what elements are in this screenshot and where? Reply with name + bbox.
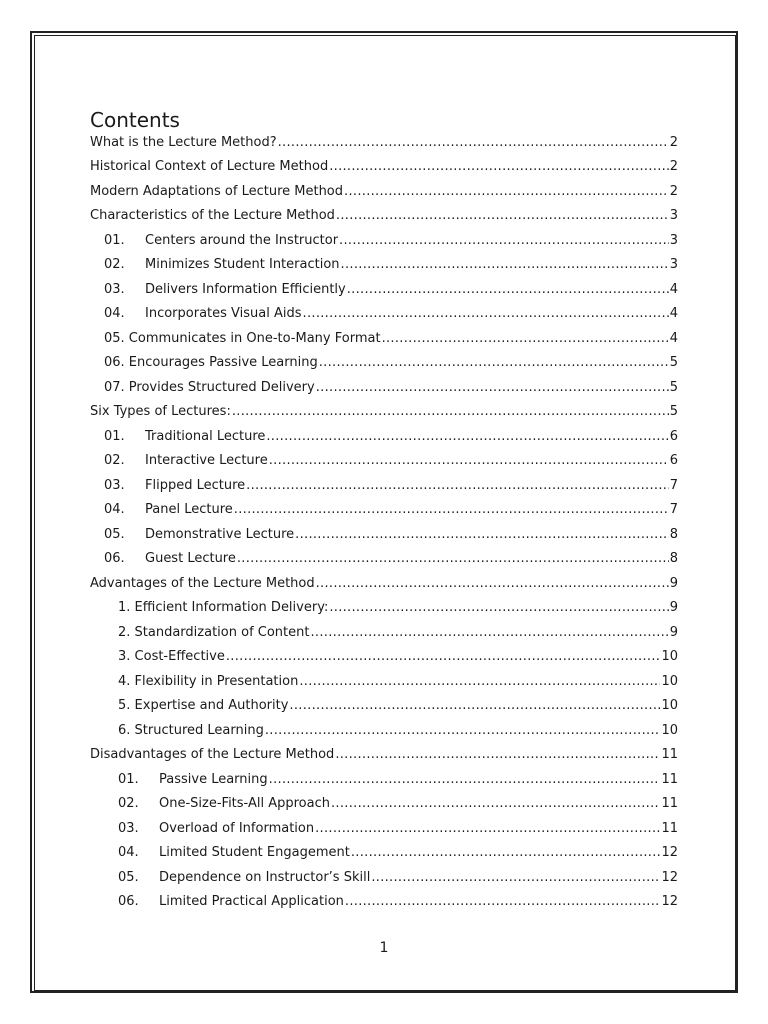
toc-entry-page: 10 — [661, 673, 678, 689]
toc-entry[interactable] — [90, 155, 678, 180]
toc-entry-page: 11 — [661, 747, 678, 763]
dot-leader — [269, 773, 661, 786]
toc-entry-page: 9 — [669, 624, 678, 640]
dot-leader — [339, 234, 669, 247]
toc-entry-text: 6. Structured Learning — [118, 722, 264, 738]
toc-entry-number: 05. — [104, 526, 125, 542]
toc-entry[interactable] — [90, 130, 678, 155]
toc-entry-text: What is the Lecture Method? — [90, 134, 277, 150]
toc-entry-number: 03. — [118, 820, 139, 836]
toc-entry-number: 04. — [104, 502, 125, 518]
toc-title: Contents — [90, 108, 180, 132]
dot-leader — [303, 307, 669, 320]
toc-entry-text: Modern Adaptations of Lecture Method — [90, 183, 344, 199]
toc-entry-page: 9 — [669, 575, 678, 591]
toc-entry[interactable] — [90, 620, 678, 645]
toc-entry-page: 12 — [661, 894, 678, 910]
dot-leader — [344, 185, 669, 198]
dot-leader — [289, 699, 660, 712]
toc-entry-page: 10 — [661, 698, 678, 714]
toc-entry[interactable] — [90, 841, 678, 866]
toc-entry-page: 6 — [669, 453, 678, 469]
toc-entry-number: 04. — [118, 845, 139, 861]
toc-entry-text: Demonstrative Lecture — [145, 526, 295, 542]
toc-entry[interactable] — [90, 865, 678, 890]
toc-entry-text: One-Size-Fits-All Approach — [159, 796, 330, 812]
dot-leader — [382, 332, 669, 345]
toc-entry[interactable] — [90, 718, 678, 743]
toc-entry-page: 5 — [669, 404, 678, 420]
toc-entry-text: Disadvantages of the Lecture Method — [90, 747, 335, 763]
toc-entry-number: 05. — [118, 869, 139, 885]
toc-entry-text: Flipped Lecture — [145, 477, 246, 493]
toc-entry-number: 02. — [104, 453, 125, 469]
toc-entry-number: 06. — [118, 894, 139, 910]
toc-entry-number: 01. — [118, 771, 139, 787]
toc-entry-text: 2. Standardization of Content — [118, 624, 310, 640]
toc-entry-text: 1. Efficient Information Delivery: — [118, 600, 329, 616]
dot-leader — [310, 626, 668, 639]
toc-entry-text: Historical Context of Lecture Method — [90, 159, 329, 175]
toc-entry-page: 2 — [669, 183, 678, 199]
toc-entry-number: 06. — [104, 551, 125, 567]
toc-entry-page: 2 — [669, 159, 678, 175]
toc-entry[interactable] — [90, 449, 678, 474]
toc-entry-text: 3. Cost-Effective — [118, 649, 225, 665]
toc-entry[interactable] — [90, 253, 678, 278]
toc-entry-page: 3 — [669, 232, 678, 248]
dot-leader — [316, 577, 669, 590]
toc-entry[interactable] — [90, 547, 678, 572]
toc-entry-text: Overload of Information — [159, 820, 315, 836]
toc-entry-text: Limited Practical Application — [159, 894, 344, 910]
toc-entry[interactable] — [90, 694, 678, 719]
toc-entry-text: Delivers Information Efficiently — [145, 281, 346, 297]
toc-entry-page: 11 — [661, 820, 678, 836]
dot-leader — [329, 160, 669, 173]
toc-entry-page: 3 — [669, 208, 678, 224]
toc-entry-number: 01. — [104, 428, 125, 444]
toc-entry[interactable] — [90, 375, 678, 400]
toc-entry[interactable] — [90, 204, 678, 229]
dot-leader — [371, 871, 660, 884]
toc-entry-page: 4 — [669, 330, 678, 346]
dot-leader — [265, 724, 661, 737]
toc-entry-text: 06. Encourages Passive Learning — [104, 355, 318, 371]
toc-entry-text: 4. Flexibility in Presentation — [118, 673, 299, 689]
toc-entry[interactable] — [90, 326, 678, 351]
dot-leader — [237, 552, 669, 565]
dot-leader — [345, 895, 661, 908]
toc-entry[interactable] — [90, 645, 678, 670]
dot-leader — [299, 675, 660, 688]
toc-entry-page: 12 — [661, 869, 678, 885]
dot-leader — [329, 601, 668, 614]
dot-leader — [232, 405, 669, 418]
toc-entry-page: 4 — [669, 306, 678, 322]
toc-entry-number: 03. — [104, 477, 125, 493]
toc-entry-text: Minimizes Student Interaction — [145, 257, 340, 273]
dot-leader — [246, 479, 669, 492]
toc-entry-text: Incorporates Visual Aids — [145, 306, 302, 322]
dot-leader — [351, 846, 661, 859]
table-of-contents — [90, 130, 678, 914]
toc-entry-number: 04. — [104, 306, 125, 322]
toc-entry[interactable] — [90, 424, 678, 449]
toc-entry[interactable] — [90, 669, 678, 694]
toc-entry-text: Centers around the Instructor — [145, 232, 339, 248]
toc-entry[interactable] — [90, 228, 678, 253]
toc-entry[interactable] — [90, 890, 678, 915]
toc-entry-text: Passive Learning — [159, 771, 268, 787]
dot-leader — [295, 528, 669, 541]
dot-leader — [347, 283, 669, 296]
toc-entry-page: 7 — [669, 502, 678, 518]
toc-entry-text: 07. Provides Structured Delivery — [104, 379, 315, 395]
toc-entry-page: 10 — [661, 722, 678, 738]
toc-entry-text: Traditional Lecture — [145, 428, 266, 444]
toc-entry-number: 03. — [104, 281, 125, 297]
toc-entry-page: 9 — [669, 600, 678, 616]
toc-entry[interactable] — [90, 522, 678, 547]
toc-entry-page: 11 — [661, 796, 678, 812]
toc-entry[interactable] — [90, 767, 678, 792]
dot-leader — [331, 797, 660, 810]
dot-leader — [341, 258, 669, 271]
toc-entry-number: 01. — [104, 232, 125, 248]
toc-entry-number: 02. — [118, 796, 139, 812]
toc-entry-text: Interactive Lecture — [145, 453, 268, 469]
toc-entry[interactable] — [90, 498, 678, 523]
toc-entry[interactable] — [90, 179, 678, 204]
toc-entry[interactable] — [90, 816, 678, 841]
toc-entry[interactable] — [90, 302, 678, 327]
toc-entry-page: 10 — [661, 649, 678, 665]
dot-leader — [266, 430, 668, 443]
dot-leader — [278, 136, 669, 149]
dot-leader — [226, 650, 661, 663]
dot-leader — [269, 454, 669, 467]
toc-entry-text: 05. Communicates in One-to-Many Format — [104, 330, 381, 346]
toc-entry-page: 12 — [661, 845, 678, 861]
toc-entry[interactable] — [90, 351, 678, 376]
dot-leader — [315, 822, 660, 835]
dot-leader — [319, 356, 669, 369]
toc-entry[interactable] — [90, 792, 678, 817]
toc-entry-text: Six Types of Lectures: — [90, 404, 231, 420]
toc-entry[interactable] — [90, 743, 678, 768]
toc-entry-page: 2 — [669, 134, 678, 150]
toc-entry-text: Panel Lecture — [145, 502, 233, 518]
toc-entry-text: Characteristics of the Lecture Method — [90, 208, 335, 224]
toc-entry-text: 5. Expertise and Authority — [118, 698, 289, 714]
toc-entry-text: Limited Student Engagement — [159, 845, 350, 861]
toc-entry-page: 5 — [669, 355, 678, 371]
toc-entry[interactable] — [90, 277, 678, 302]
toc-entry-text: Advantages of the Lecture Method — [90, 575, 315, 591]
dot-leader — [316, 381, 669, 394]
page-number: 1 — [379, 940, 389, 956]
toc-entry-page: 5 — [669, 379, 678, 395]
toc-entry[interactable] — [90, 400, 678, 425]
toc-entry-page: 7 — [669, 477, 678, 493]
dot-leader — [336, 209, 669, 222]
dot-leader — [234, 503, 669, 516]
toc-entry[interactable] — [90, 571, 678, 596]
toc-entry-page: 4 — [669, 281, 678, 297]
toc-entry[interactable] — [90, 596, 678, 621]
toc-entry-text: Guest Lecture — [145, 551, 236, 567]
toc-entry-page: 8 — [669, 526, 678, 542]
toc-entry[interactable] — [90, 473, 678, 498]
toc-entry-text: Dependence on Instructor’s Skill — [159, 869, 371, 885]
toc-entry-page: 6 — [669, 428, 678, 444]
toc-entry-page: 3 — [669, 257, 678, 273]
toc-entry-page: 8 — [669, 551, 678, 567]
toc-entry-page: 11 — [661, 771, 678, 787]
dot-leader — [335, 748, 660, 761]
toc-entry-number: 02. — [104, 257, 125, 273]
